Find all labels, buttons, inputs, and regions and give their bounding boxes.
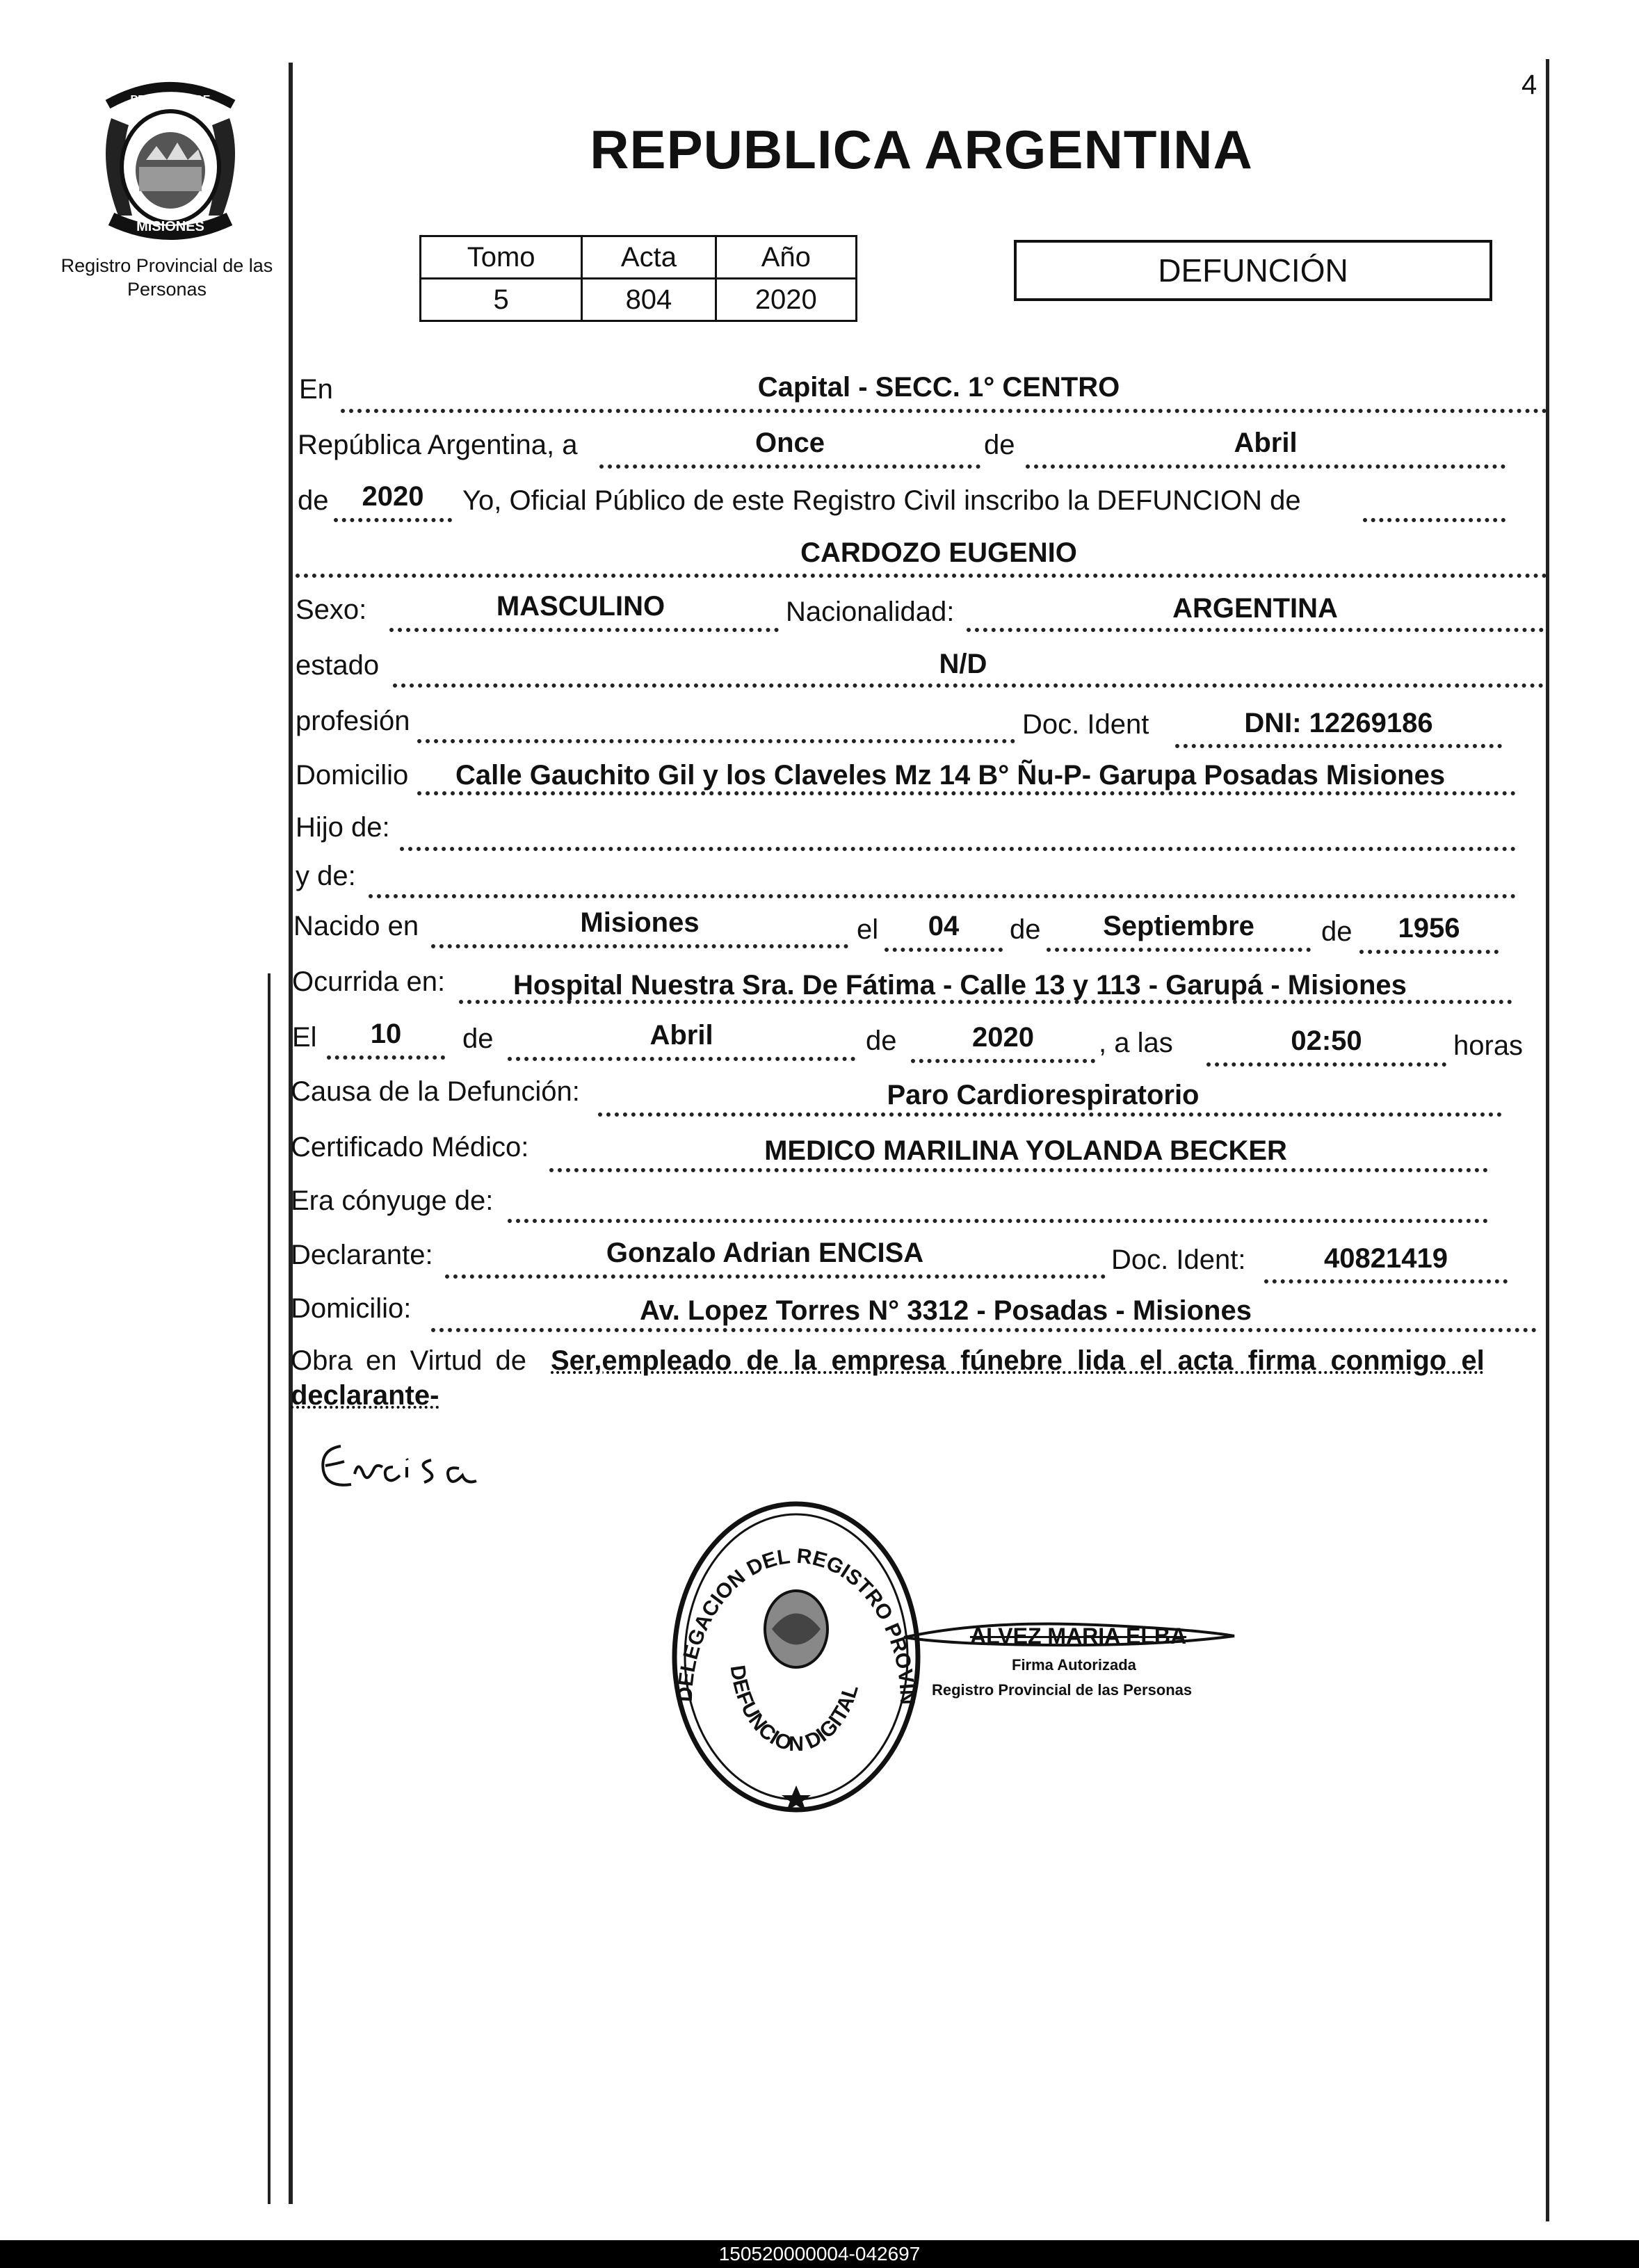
birth-day-line [885, 948, 1003, 952]
obra-value: Ser,empleado de la empresa fúnebre lida el acta firma conmigo el [551, 1345, 1485, 1376]
causa-line [598, 1112, 1502, 1117]
footer-code: 150520000004-042697 [0, 2240, 1639, 2268]
name-line [296, 574, 1547, 578]
obra-label: Obra en Virtud de [291, 1345, 527, 1376]
country-title: REPUBLICA ARGENTINA [590, 119, 1253, 180]
obra-value-2: declarante- [291, 1380, 439, 1411]
certificado-label: Certificado Médico: [291, 1132, 529, 1163]
estado-label: estado [296, 650, 380, 681]
sexo-label: Sexo: [296, 594, 367, 625]
nacido-value: Misiones [580, 907, 700, 938]
seal-inner-text: DEFUNCION DIGITAL [725, 1663, 863, 1756]
birth-day: 04 [928, 911, 960, 941]
declarante-line [445, 1274, 1106, 1279]
en-value: Capital - SECC. 1° CENTRO [757, 372, 1120, 403]
day-line [599, 464, 980, 469]
republica-label: República Argentina, a [298, 430, 578, 460]
conyuge-line [508, 1219, 1488, 1223]
yo-line [1363, 518, 1505, 522]
birth-year-line [1359, 950, 1499, 954]
yo-text: Yo, Oficial Público de este Registro Civil inscribo la DEFUNCION de [462, 485, 1301, 516]
estado-value: N/D [939, 649, 987, 679]
page-number: 4 [1521, 70, 1537, 100]
death-time: 02:50 [1291, 1026, 1362, 1056]
domicilio-value: Calle Gauchito Gil y los Claveles Mz 14 B° Ñu-P- Garupa Posadas Misiones [455, 760, 1446, 791]
causa-value: Paro Cardiorespiratorio [887, 1080, 1200, 1110]
de-label-4: de [1321, 916, 1353, 947]
year-line [334, 518, 452, 522]
hijo-line [400, 847, 1516, 851]
death-time-line [1206, 1062, 1446, 1067]
doc-ident2-line [1264, 1279, 1508, 1283]
conyuge-label: Era cónyuge de: [291, 1185, 494, 1216]
day-value: Once [754, 428, 825, 458]
province-logo [90, 76, 250, 243]
el-label: el [857, 914, 879, 945]
tomo-header: Tomo [421, 236, 582, 279]
sexo-value: MASCULINO [496, 591, 665, 622]
yde-line [369, 894, 1516, 898]
month-value: Abril [1234, 428, 1298, 458]
ocurrida-value: Hospital Nuestra Sra. De Fátima - Calle 13 y 113 - Garupá - Misiones [513, 970, 1407, 1001]
nacionalidad-label: Nacionalidad: [786, 597, 955, 627]
hijo-label: Hijo de: [296, 812, 390, 843]
record-type-box: DEFUNCIÓN [1014, 240, 1492, 301]
deceased-name: CARDOZO EUGENIO [800, 537, 1077, 568]
official-name: ALVEZ MARIA ELBA [970, 1623, 1187, 1649]
death-year-line [911, 1059, 1095, 1063]
sexo-line [389, 628, 779, 632]
domicilio2-value: Av. Lopez Torres N° 3312 - Posadas - Misiones [640, 1295, 1252, 1326]
death-year: 2020 [972, 1022, 1034, 1053]
death-month-line [508, 1057, 855, 1061]
acta-header: Acta [582, 236, 716, 279]
birth-year: 1956 [1398, 913, 1460, 943]
en-line [341, 409, 1547, 413]
profesion-line [417, 739, 1015, 743]
domicilio2-line [431, 1328, 1537, 1332]
registry-seal [664, 1493, 928, 1813]
official-registry: Registro Provincial de las Personas [932, 1681, 1193, 1699]
doc-ident-value: DNI: 12269186 [1244, 708, 1433, 738]
left-margin-line-2 [268, 973, 271, 2204]
profesion-label: profesión [296, 706, 410, 736]
de-label-5: de [462, 1023, 494, 1054]
declarante-label: Declarante: [291, 1240, 433, 1270]
nacionalidad-value: ARGENTINA [1172, 593, 1338, 624]
de-label-3: de [1010, 914, 1041, 945]
horas-label: horas [1453, 1030, 1524, 1061]
a-las-label: , a las [1099, 1028, 1173, 1058]
official-title: Firma Autorizada [1012, 1656, 1136, 1674]
certificado-value: MEDICO MARILINA YOLANDA BECKER [764, 1135, 1287, 1166]
svg-text:MISIONES: MISIONES [136, 219, 204, 234]
nacido-line [431, 944, 848, 948]
causa-label: Causa de la Defunción: [291, 1076, 580, 1107]
year-value: 2020 [362, 481, 424, 512]
yde-label: y de: [296, 861, 356, 891]
de-label-2: de [298, 485, 329, 516]
nacionalidad-line [967, 628, 1544, 632]
right-margin-line [1546, 59, 1549, 2221]
estado-line [393, 683, 1544, 688]
ocurrida-label: Ocurrida en: [292, 966, 446, 997]
domicilio-label: Domicilio [296, 760, 409, 791]
svg-text:PROVINCIA DE: PROVINCIA DE [130, 94, 211, 106]
month-line [1026, 464, 1505, 469]
svg-text:DEFUNCION DIGITAL [726, 1664, 863, 1756]
domicilio2-label: Domicilio: [291, 1293, 412, 1324]
anio-header: Año [716, 236, 856, 279]
death-month: Abril [649, 1020, 713, 1051]
registry-name: Registro Provincial de las Personas [60, 255, 273, 300]
tomo-value: 5 [421, 279, 582, 321]
death-day-line [327, 1055, 445, 1060]
acta-value: 804 [582, 279, 716, 321]
doc-ident2-value: 40821419 [1324, 1243, 1448, 1274]
en-label: En [299, 374, 333, 405]
domicilio-line [417, 791, 1516, 795]
certificado-line [549, 1168, 1488, 1172]
anio-value: 2020 [716, 279, 856, 321]
declarant-signature [313, 1425, 494, 1502]
doc-ident-line [1175, 744, 1502, 748]
birth-month: Septiembre [1103, 911, 1254, 941]
de-label-1: de [984, 430, 1015, 460]
declarante-value: Gonzalo Adrian ENCISA [606, 1238, 924, 1268]
nacido-label: Nacido en [293, 911, 419, 941]
birth-month-line [1047, 948, 1311, 952]
de-label-6: de [866, 1026, 897, 1056]
seal-outer-text: DELEGACION DEL REGISTRO PROVIN [673, 1544, 919, 1706]
doc-ident-label: Doc. Ident [1022, 709, 1149, 740]
el2-label: El [292, 1022, 317, 1053]
death-day: 10 [370, 1019, 402, 1049]
doc-ident2-label: Doc. Ident: [1111, 1245, 1246, 1275]
record-table [419, 235, 857, 322]
